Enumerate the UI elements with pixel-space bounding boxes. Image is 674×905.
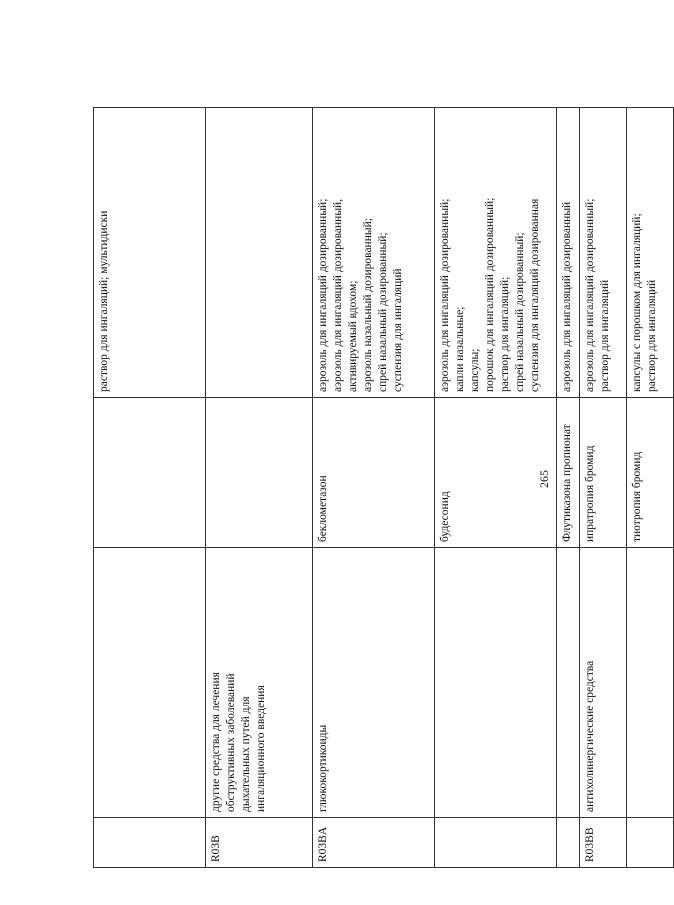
forms-cell (206, 108, 313, 398)
atc-code-cell (94, 818, 206, 868)
group-cell (557, 548, 580, 818)
atc-code-cell-text: R03BA (317, 826, 329, 862)
page-number: 265 (537, 470, 551, 488)
forms-cell-line: суспензия для ингаляций (392, 268, 404, 392)
table-row (313, 108, 435, 868)
atc-code-cell-text: R03BB (584, 827, 596, 862)
forms-cell-line: раствор для ингаляций; мультидиски (98, 210, 110, 392)
group-cell (580, 548, 627, 818)
forms-cell-line: капсулы с порошком для ингаляций; (631, 213, 643, 392)
inn-cell (94, 398, 206, 548)
forms-cell (580, 108, 627, 398)
forms-cell (313, 108, 435, 398)
forms-cell-line: порошок для ингаляций дозированный; (484, 197, 496, 392)
table-row (206, 108, 313, 868)
forms-cell-line: активируемый вдохом; (347, 280, 359, 392)
inn-cell-text: будесонид (439, 491, 451, 542)
group-cell (206, 548, 313, 818)
group-cell (435, 548, 557, 818)
atc-code-cell (313, 818, 435, 868)
table-row (557, 108, 580, 868)
atc-code-cell-text: R03B (210, 835, 222, 862)
atc-code-cell (580, 818, 627, 868)
rotated-page (93, 88, 658, 868)
forms-cell-line: аэрозоль для ингаляций дозированный; (439, 198, 451, 392)
forms-cell (435, 108, 557, 398)
atc-code-cell (435, 818, 557, 868)
table-row (627, 108, 674, 868)
forms-cell-line: аэрозоль для ингаляций дозированный (561, 201, 573, 392)
forms-cell-line: раствор для ингаляций; (499, 276, 511, 392)
group-cell-line: дыхательных путей для (240, 696, 252, 812)
atc-code-cell (627, 818, 674, 868)
atc-code-cell (557, 818, 580, 868)
group-cell (94, 548, 206, 818)
forms-cell-line: аэрозоль для ингаляций дозированный; (584, 198, 596, 392)
forms-cell-line: капсулы; (469, 348, 481, 392)
group-cell-line: обструктивных заболеваний (225, 673, 237, 812)
inn-cell (313, 398, 435, 548)
drug-table-body (94, 108, 674, 868)
inn-cell (557, 398, 580, 548)
group-cell (313, 548, 435, 818)
inn-cell (206, 398, 313, 548)
group-cell (627, 548, 674, 818)
atc-code-cell (206, 818, 313, 868)
forms-cell-line: капли назальные; (454, 306, 466, 392)
forms-cell-line: аэрозоль назальный дозированный; (362, 218, 374, 392)
forms-cell-line: спрей назальный дозированный; (377, 232, 389, 392)
forms-cell-line: раствор для ингаляций (646, 279, 658, 392)
forms-cell (557, 108, 580, 398)
table-row (94, 108, 206, 868)
group-cell-line: ингаляционного введения (255, 685, 267, 812)
forms-cell-line: аэрозоль для ингаляций дозированный; (317, 198, 329, 392)
forms-cell-line: суспензия для ингаляций дозированная (529, 198, 541, 392)
inn-cell (580, 398, 627, 548)
forms-cell (627, 108, 674, 398)
inn-cell-text: беклометазон (317, 475, 329, 542)
inn-cell-text: тиотропия бромид (631, 451, 643, 542)
forms-cell-line: раствор для ингаляций (599, 279, 611, 392)
inn-cell (627, 398, 674, 548)
drug-table (93, 107, 674, 868)
group-cell-line: антихолинергические средства (584, 660, 596, 812)
table-row (580, 108, 627, 868)
group-cell-line: другие средства для лечения (210, 672, 222, 812)
forms-cell (94, 108, 206, 398)
forms-cell-line: аэрозоль для ингаляций дозированный, (332, 198, 344, 392)
forms-cell-line: спрей назальный дозированный; (514, 232, 526, 392)
group-cell-line: глюкокортикоиды (317, 724, 329, 812)
inn-cell-text: ипратропия бромид (584, 445, 596, 542)
inn-cell-text: Флутиказона пропионат (561, 424, 573, 542)
